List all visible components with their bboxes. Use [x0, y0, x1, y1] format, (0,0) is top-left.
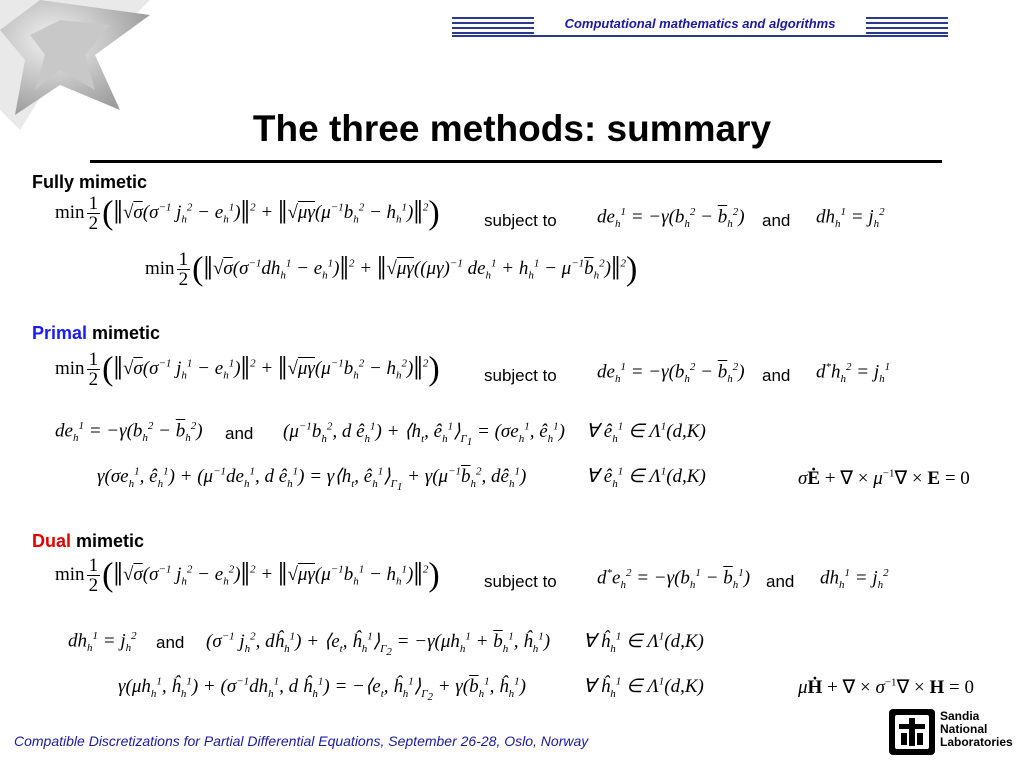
dual-and: and	[766, 572, 795, 591]
fully-and: and	[762, 211, 791, 230]
dual-eq1: min $\frac{1}{2}$ ($‖√\sigma(\sigma^{-1}$ $j_h^2$ − $e_h^2)‖^2$ + $‖√\mu\gamma(\mu^{-1}b_h^1$ − $h_h^1)‖^2$)	[55, 555, 440, 596]
sandia-logo-text: Sandia National Laboratories	[940, 709, 1013, 749]
primal-pde: σĖ + ∇ × $\mu^{-1}\nabla \times E = 0$	[798, 467, 970, 489]
dual-eq4: $\gamma(\mu h_h^1$, $ĥ_h^1) + (\sigma^{-1}dh_h^1$, d $ĥ_h^1$) = $-⟨e_t$, $ĥ_h^1⟩_{\Gamma_2} + \gamma(\overline{b}_h^1$, $ĥ_h^1$)	[118, 675, 526, 703]
dual-quantifier-2: ∀ $ĥ_h^1$ ∈ $\Lambda^1(d,K)$	[583, 675, 704, 700]
fully-eq2: min $\frac{1}{2}$ ($‖√\sigma(\sigma^{-1}dh_h^1$ − $e_h^1)‖^2$ + $‖√\mu\gamma((\mu\gamma)^{-1}$ $de_h^1 + h_h^1$ − $\mu^{-1}\overline{b}_h^2)‖^2$)	[145, 249, 638, 290]
dual-constraint: $d^*e_h^2 = -\gamma(b_h^1 - \overline{b}_h^1)$	[597, 567, 751, 592]
fully-constraint: $de_h^1 = -\gamma(b_h^2 - \overline{b}_h^2)$	[597, 206, 745, 231]
primal-quantifier-1: ∀ $ê_h^1$ ∈ $\Lambda^1(d,K)$	[586, 420, 706, 445]
primal-and-2: and	[225, 424, 254, 443]
primal-and: and	[762, 366, 791, 385]
section-primal-mimetic: Primal mimetic	[32, 323, 161, 343]
primal-eq3: ($\mu^{-1}b_h^2$, d $ê_h^1$) + $⟨h_t$, $ê_h^1⟩_{\Gamma_1} = (\sigma e_h^1$, $ê_h^1$)	[283, 420, 565, 448]
primal-prefix: Primal	[32, 323, 88, 343]
fully-relation: $dh_h^1 = j_h^2$	[816, 206, 885, 231]
fully-eq1: min $\frac{1}{2}$ ($‖√\sigma(\sigma^{-1}$ $j_h^2$ − $e_h^1)‖^2$ + $‖√\mu\gamma(\mu^{-1}b_h^2$ − $h_h^1)‖^2$)	[55, 193, 440, 234]
primal-eq2: $de_h^1 = -\gamma(b_h^2 - \overline{b}_h^2)$	[55, 420, 203, 445]
title-underline	[90, 160, 942, 163]
dual-subject-to: subject to	[484, 572, 557, 591]
footer-caption: Compatible Discretizations for Partial Differential Equations, September 26-28, Oslo, Norway	[14, 733, 589, 749]
dual-relation: $dh_h^1 = j_h^2$	[820, 567, 889, 592]
section-dual-mimetic: Dual mimetic	[32, 531, 145, 551]
dual-prefix: Dual	[32, 531, 72, 551]
dual-pde: μḢ + ∇ × $\sigma^{-1}\nabla \times H = 0$	[798, 676, 974, 698]
page-title: The three methods: summary	[252, 108, 772, 149]
banner-title: Computational mathematics and algorithms	[564, 16, 836, 31]
sandia-thunderbird-icon	[888, 708, 936, 756]
dual-eq3: ($\sigma^{-1}$ $j_h^2$, $dĥ_h^1$) + $⟨e_t$, $ĥ_h^1⟩_{\Gamma_2} = -\gamma(\mu h_h^1 + \overline{b}_h^1$, $ĥ_h^1$)	[206, 630, 551, 658]
primal-subject-to: subject to	[484, 366, 557, 385]
primal-relation: $d^*h_h^2 = j_h^1$	[816, 361, 891, 386]
primal-constraint: $de_h^1 = -\gamma(b_h^2 - \overline{b}_h^2)$	[597, 361, 745, 386]
section-fully-mimetic: Fully mimetic	[32, 172, 148, 192]
dual-eq2: $dh_h^1 = j_h^2$	[68, 630, 137, 655]
fully-subject-to: subject to	[484, 211, 557, 230]
dual-quantifier-1: ∀ $ĥ_h^1$ ∈ $\Lambda^1(d,K)$	[583, 630, 704, 655]
primal-eq1: min $\frac{1}{2}$ ($‖√\sigma(\sigma^{-1}$ $j_h^1$ − $e_h^1)‖^2$ + $‖√\mu\gamma(\mu^{-1}b_h^2$ − $h_h^2)‖^2$)	[55, 349, 440, 390]
dual-and-2: and	[156, 633, 185, 652]
primal-eq4: $\gamma(\sigma e_h^1$, $ê_h^1) + (\mu^{-1}de_h^1$, d $ê_h^1$) = $\gamma⟨h_t$, $ê_h^1⟩_{\Gamma_1} + \gamma(\mu^{-1}\overline{b}_h^2$, $dê_h^1$)	[97, 465, 527, 493]
primal-quantifier-2: ∀ $ê_h^1$ ∈ $\Lambda^1(d,K)$	[586, 465, 706, 490]
